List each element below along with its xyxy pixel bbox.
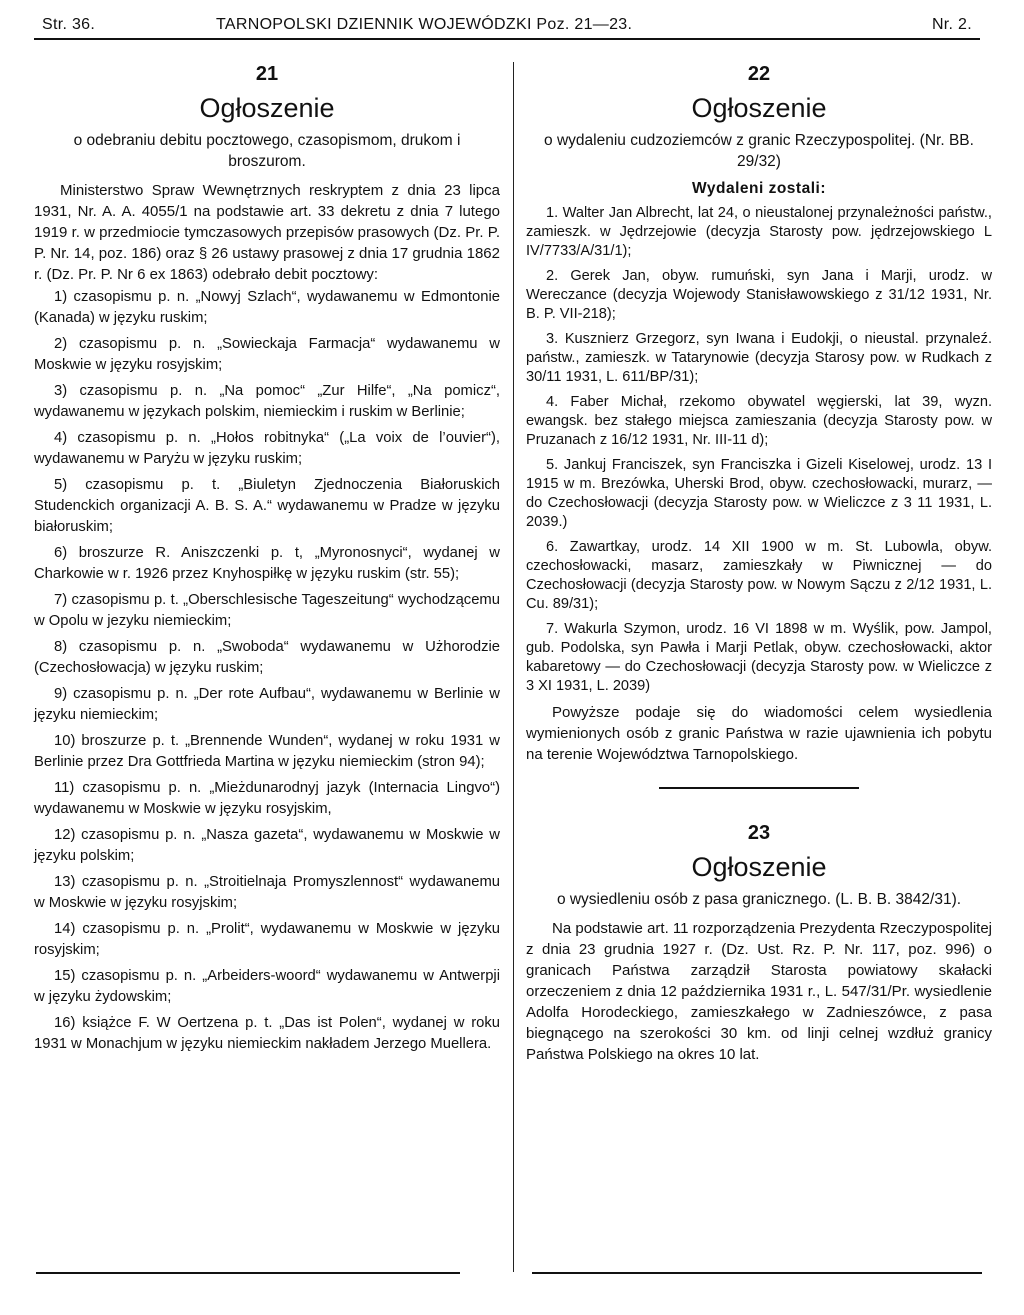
notice-title: Ogłoszenie — [691, 93, 827, 123]
end-rule-right — [532, 1272, 982, 1274]
list-item: 4) czasopismu p. n. „Hołos robitnyka“ („La voix de l’ouvier“), wydawanemu w Paryżu w języku ruskim; — [34, 430, 500, 467]
page-number: Str. 36. — [42, 16, 96, 33]
list-item: 1. Walter Jan Albrecht, lat 24, o nieustalonej przynależności państw., zamieszk. w Jędrzejowie (decyzja Starosty pow. jędrzejowskiego L IV/7733/A/31/1); — [526, 205, 992, 259]
list-item: 16) książce F. W Oertzena p. t. „Das ist Polen“, wydanej w roku 1931 w Monachjum w języku niemieckim nakładem Jerzego Muellera. — [34, 1015, 500, 1052]
list-item: 2. Gerek Jan, obyw. rumuński, syn Jana i Marji, urodz. w Wereczance (decyzja Wojewody Stanisławowskiego z 31/12 1931, Nr. B. P. VII-218); — [526, 268, 992, 322]
list-item: 4. Faber Michał, rzekomo obywatel węgierski, lat 39, wyzn. ewangsk. bez stałego miejsca zamieszania (decyzja Starosty pow. w Pruzanach z 16/12 1931, Nr. III-11 d); — [526, 394, 992, 448]
publication-title: TARNOPOLSKI DZIENNIK WOJEWÓDZKI Poz. 21—23. — [216, 16, 633, 33]
list-item: 12) czasopismu p. n. „Nasza gazeta“, wydawanemu w Moskwie w języku polskim; — [34, 827, 500, 864]
list-item: 7) czasopismu p. t. „Oberschlesische Tageszeitung“ wychodzącemu w Opolu w jezyku niemieckim; — [34, 592, 500, 629]
section-divider — [659, 787, 859, 789]
list-item: 11) czasopismu p. n. „Mieżdunarodnyj jazyk (Internacia Lingvo“) wydawanemu w Moskwie w języku rosyjskim, — [34, 780, 500, 817]
list-item: 9) czasopismu p. n. „Der rote Aufbau“, wydawanemu w Berlinie w języku niemieckim; — [34, 686, 500, 723]
issue-number: Nr. 2. — [931, 16, 972, 33]
list-item: 5. Jankuj Franciszek, syn Franciszka i Gizeli Kiselowej, urodz. 13 I 1915 w m. Brezówka, Uherski Brod, obyw. czechosłowacki, murarz, — do Czechosłowacji (decyzja Starosty pow. w Wieliczce z 3 11 1931, L. 2039.) — [526, 457, 992, 530]
list-item: 14) czasopismu p. n. „Prolit“, wydawanemu w Moskwie w języku rosyjskim; — [34, 921, 500, 958]
list-item: 13) czasopismu p. n. „Stroitielnaja Promyszlennost“ wydawanemu w Moskwie w języku rosyjskim; — [34, 874, 500, 911]
column-divider — [513, 62, 514, 1272]
notice-21 — [34, 62, 500, 1055]
list-item: 1) czasopismu p. n. „Nowyj Szlach“, wydawanemu w Edmontonie (Kanada) w języku ruskim; — [34, 289, 500, 326]
revoked-items-list — [34, 287, 500, 1055]
list-item: 2) czasopismu p. n. „Sowieckaja Farmacja“ wydawanemu w Moskwie w języku rosyjskim; — [34, 336, 500, 373]
notice-22 — [526, 62, 992, 765]
list-item: 5) czasopismu p. t. „Biuletyn Zjednoczenia Białoruskich Studenckich organizacji A. B. S. A.“ wydawanemu w Pradze w języku białoruskim; — [34, 477, 500, 535]
notice-subtitle: o wydaleniu cudzoziemców z granic Rzeczypospolitej. (Nr. BB. 29/32) — [544, 132, 974, 170]
notice-closing: Powyższe podaje się do wiadomości celem wysiedlenia wymienionych osób z granic Państwa w razie ujawnienia ich pobytu na terenie Województwa Tarnopolskiego. — [526, 704, 992, 763]
notice-subheading: Wydaleni zostali: — [692, 180, 826, 197]
page-header — [34, 12, 980, 40]
notice-number: 22 — [747, 63, 771, 85]
list-item: 8) czasopismu p. n. „Swoboda“ wydawanemu w Użhorodzie (Czechosłowacja) w języku ruskim; — [34, 639, 500, 676]
right-column — [526, 62, 992, 1067]
list-item: 3. Kusznierz Grzegorz, syn Iwana i Eudokji, o nieustal. przynaleź. państw., zamieszk. w Tatarynowie (decyzja Starosy pow. w Rudkach z 30/11 1931, L. 611/BP/31); — [526, 331, 992, 385]
notice-23 — [526, 821, 992, 1065]
notice-number: 23 — [747, 822, 771, 844]
end-rule-left — [36, 1272, 460, 1274]
list-item: 15) czasopismu p. n. „Arbeiders-woord“ wydawanemu w Antwerpji w języku żydowskim; — [34, 968, 500, 1005]
notice-body: Na podstawie art. 11 rozporządzenia Prezydenta Rzeczypospolitej z dnia 23 grudnia 1927 r. (Dz. Ust. Rz. P. Nr. 117, poz. 996) o granicach Państwa zarządził Starosta powiatowy skałacki orzeczeniem z dnia 12 października 1931 r., L. 547/31/Pr. wysiedlenie Adolfa Horodeckiego, zamieszkałego w Zadnieszówce, z pasa biegnącego na szerokości 30 km. od linji celnej wzdłuż granicy Państwa Polskiego na okres 10 lat. — [526, 920, 992, 1063]
list-item: 10) broszurze p. t. „Brennende Wunden“, wydanej w roku 1931 w Berlinie przez Dra Gottfrieda Martina w języku niemieckim (stron 94); — [34, 733, 500, 770]
list-item: 3) czasopismu p. n. „Na pomoc“ „Zur Hilfe“, „Na pomicz“, wydawanemu w językach polskim, niemieckim i ruskim w Berlinie; — [34, 383, 500, 420]
list-item: 6. Zawartkay, urodz. 14 XII 1900 w m. St. Lubowla, obyw. czechosłowacki, masarz, zamieszkały w Piwnicznej — do Czechosłowacji (decyzja Starosty pow. w Nowym Sączu z 2/12 1931, L. Cu. 89/31); — [526, 539, 992, 612]
notice-title: Ogłoszenie — [691, 852, 827, 882]
notice-number: 21 — [255, 63, 279, 85]
list-item: 6) broszurze R. Aniszczenki p. t, „Myronosnyci“, wydanej w Charkowie w r. 1926 przez Knyhospiłkę w języku ruskim (str. 55); — [34, 545, 500, 582]
notice-intro: Ministerstwo Spraw Wewnętrznych reskryptem z dnia 23 lipca 1931, Nr. A. A. 4055/1 na podstawie art. 33 dekretu z dnia 7 lutego 1919 r. w przedmiocie tymczasowych przepisów prasowych (Dz. Pr. P. P. Nr. 14, poz. 186) oraz § 26 ustawy prasowej z dnia 17 grudnia 1862 r. (Dz. Pr. P. Nr 6 ex 1863) odebrało debit pocztowy: — [34, 182, 500, 283]
notice-title: Ogłoszenie — [199, 93, 335, 123]
notice-subtitle: o odebraniu debitu pocztowego, czasopismom, drukom i broszurom. — [73, 132, 461, 170]
notice-subtitle: o wysiedleniu osób z pasa granicznego. (L. B. B. 3842/31). — [556, 891, 962, 908]
list-item: 7. Wakurla Szymon, urodz. 16 VI 1898 w m. Wyślik, pow. Jampol, gub. Podolska, syn Pawła i Marji Petlak, obyw. czechosłowacki, aktor kabaretowy — do Czechosłowacji (decyzja Starosty pow. w Wieliczce z 3 XI 1931, L. 2039) — [526, 621, 992, 694]
expelled-persons-list — [526, 204, 992, 696]
left-column — [34, 62, 500, 1060]
